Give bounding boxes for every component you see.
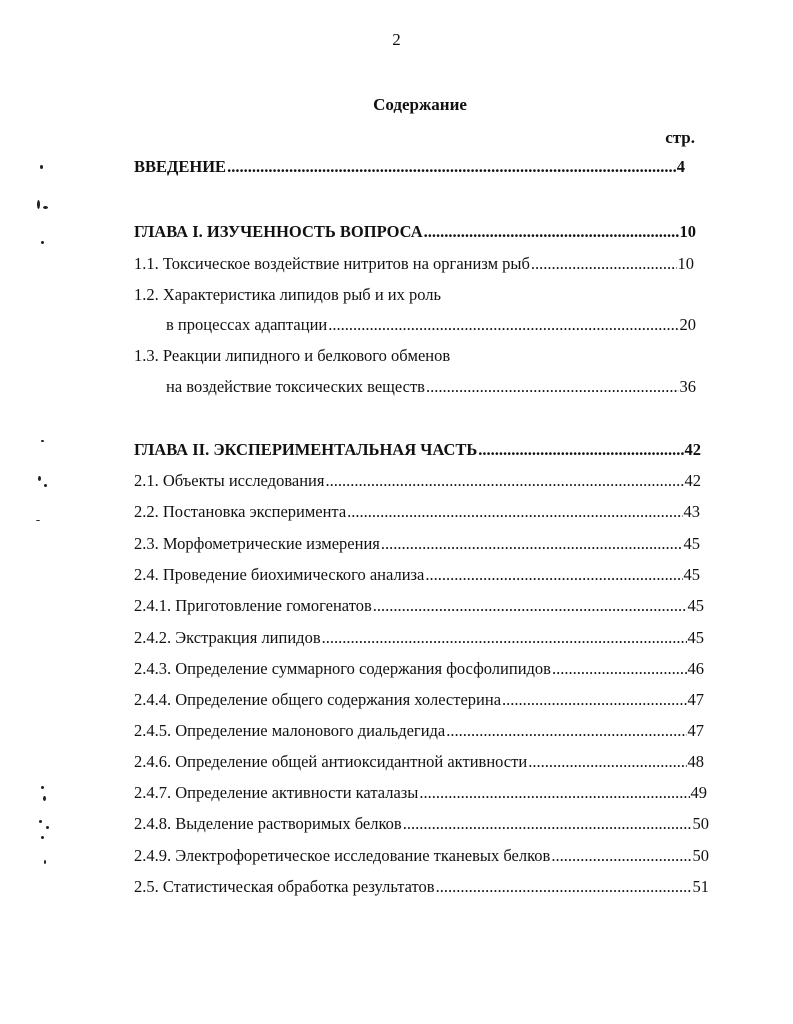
toc-entry-label: 2.2. Постановка эксперимента	[134, 502, 347, 521]
toc-entry-page: 46	[687, 659, 704, 678]
page-column-label: стр.	[665, 128, 695, 147]
toc-entry-label: ГЛАВА I. ИЗУЧЕННОСТЬ ВОПРОСА	[134, 222, 423, 241]
dot-leader	[531, 254, 677, 274]
scan-speck	[41, 241, 44, 244]
toc-entry-2-4-6	[134, 752, 704, 772]
toc-entry-label: ВВЕДЕНИЕ	[134, 157, 227, 176]
dot-leader	[424, 222, 679, 242]
toc-entry-label: ГЛАВА II. ЭКСПЕРИМЕНТАЛЬНАЯ ЧАСТЬ	[134, 440, 478, 459]
toc-entry-page: 48	[687, 752, 704, 771]
scan-speck	[37, 200, 40, 209]
dot-leader	[419, 783, 689, 803]
toc-entry-page: 50	[692, 814, 709, 833]
toc-entry-2-4-7	[134, 783, 707, 803]
toc-entry-label: 2.4.7. Определение активности каталазы	[134, 783, 419, 802]
dot-leader	[325, 471, 683, 491]
toc-entry-page: 45	[683, 565, 700, 584]
dot-leader	[373, 596, 687, 616]
page-title: Содержание	[373, 95, 467, 114]
toc-entry-page: 43	[683, 502, 700, 521]
toc-entry-1-3-line1: 1.3. Реакции липидного и белкового обменов	[134, 346, 451, 365]
toc-entry-page: 10	[677, 254, 694, 273]
toc-entry-label: 2.4. Проведение биохимического анализа	[134, 565, 425, 584]
toc-entry-label: 2.3. Морфометрические измерения	[134, 534, 380, 553]
dot-leader	[328, 315, 678, 335]
dot-leader	[227, 157, 676, 177]
dot-leader	[425, 565, 682, 585]
toc-entry-2-4-1	[134, 596, 704, 616]
scan-speck	[43, 206, 48, 209]
dot-leader	[446, 721, 686, 741]
toc-entry-2-4-9	[134, 846, 709, 866]
scan-speck	[36, 520, 40, 521]
toc-entry-label: 1.1. Токсическое воздействие нитритов на организм рыб	[134, 254, 530, 273]
toc-entry-2-4-3	[134, 659, 704, 679]
scan-speck	[43, 796, 46, 801]
toc-entry-label: на воздействие токсических веществ	[166, 377, 425, 396]
toc-entry-page: 42	[684, 440, 701, 459]
scan-speck	[44, 484, 47, 487]
toc-entry-1-1	[134, 254, 694, 274]
page-number: 2	[392, 30, 401, 49]
scan-speck	[41, 440, 44, 442]
toc-entry-page: 45	[687, 596, 704, 615]
toc-entry-1-2	[166, 315, 696, 335]
toc-entry-label: в процессах адаптации	[166, 315, 328, 334]
dot-leader	[478, 440, 683, 460]
toc-entry-intro	[134, 157, 685, 177]
dot-leader	[322, 628, 687, 648]
scan-speck	[38, 476, 41, 481]
dot-leader	[502, 690, 686, 710]
toc-entry-2-4-2	[134, 628, 704, 648]
toc-entry-page: 10	[679, 222, 696, 241]
dot-leader	[436, 877, 692, 897]
toc-entry-page: 45	[687, 628, 704, 647]
toc-entry-1-2-line1: 1.2. Характеристика липидов рыб и их роль	[134, 285, 442, 304]
toc-entry-label: 2.4.2. Экстракция липидов	[134, 628, 321, 647]
toc-entry-label: 2.1. Объекты исследования	[134, 471, 325, 490]
toc-entry-page: 20	[679, 315, 696, 334]
toc-entry-chapter-2	[134, 440, 701, 460]
toc-entry-page: 45	[683, 534, 700, 553]
toc-entry-chapter-1	[134, 222, 696, 242]
toc-entry-page: 4	[676, 157, 685, 176]
toc-entry-page: 47	[687, 690, 704, 709]
toc-entry-label: 2.4.8. Выделение растворимых белков	[134, 814, 402, 833]
dot-leader	[381, 534, 683, 554]
toc-entry-label: 2.4.1. Приготовление гомогенатов	[134, 596, 372, 615]
toc-entry-page: 47	[687, 721, 704, 740]
scan-speck	[46, 826, 49, 829]
toc-entry-page: 51	[692, 877, 709, 896]
toc-entry-page: 49	[690, 783, 707, 802]
dot-leader	[551, 846, 691, 866]
toc-entry-2-1	[134, 471, 701, 491]
toc-entry-label: 2.4.3. Определение суммарного содержания фосфолипидов	[134, 659, 551, 678]
scan-speck	[40, 165, 43, 169]
dot-leader	[403, 814, 692, 834]
dot-leader	[552, 659, 687, 679]
toc-entry-2-4-5	[134, 721, 704, 741]
toc-entry-label: 2.4.5. Определение малонового диальдегида	[134, 721, 446, 740]
toc-entry-label: 2.4.9. Электрофоретическое исследование тканевых белков	[134, 846, 551, 865]
toc-entry-2-3	[134, 534, 700, 554]
scan-speck	[39, 820, 42, 823]
toc-entry-page: 42	[684, 471, 701, 490]
toc-entry-label: 2.4.4. Определение общего содержания холестерина	[134, 690, 502, 709]
toc-entry-label: 2.4.6. Определение общей антиоксидантной активности	[134, 752, 528, 771]
toc-entry-1-3	[166, 377, 696, 397]
dot-leader	[528, 752, 686, 772]
toc-entry-2-4	[134, 565, 700, 585]
dot-leader	[426, 377, 679, 397]
toc-entry-2-5	[134, 877, 709, 897]
scan-speck	[41, 786, 44, 789]
toc-entry-page: 36	[679, 377, 696, 396]
toc-entry-2-2	[134, 502, 700, 522]
dot-leader	[347, 502, 682, 522]
toc-entry-label: 2.5. Статистическая обработка результатов	[134, 877, 435, 896]
toc-entry-page: 50	[692, 846, 709, 865]
scan-speck	[41, 836, 44, 839]
toc-entry-2-4-8	[134, 814, 709, 834]
scan-speck	[44, 860, 46, 864]
toc-entry-2-4-4	[134, 690, 704, 710]
